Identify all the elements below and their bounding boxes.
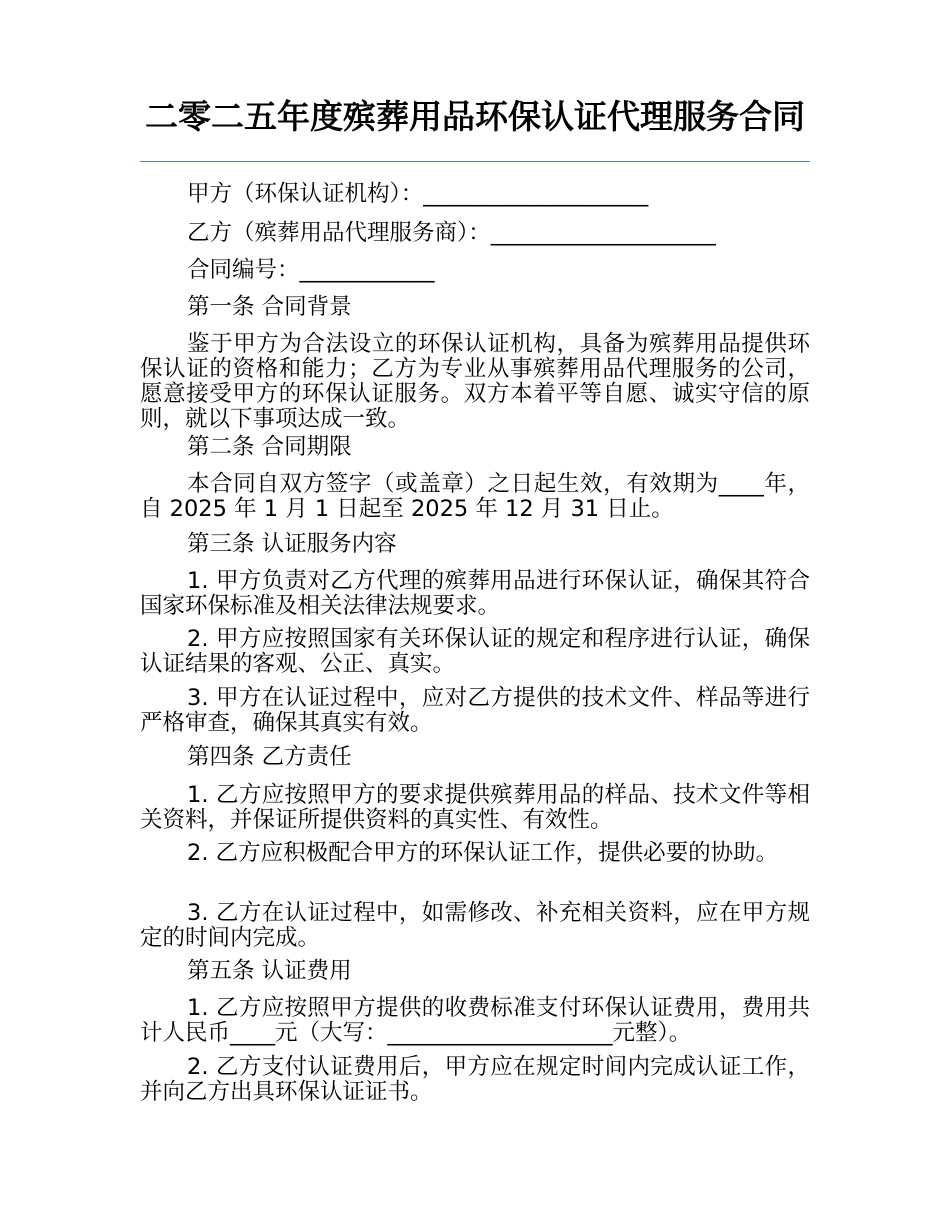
- section-3-paragraph-2: 2. 甲方应按照国家有关环保认证的规定和程序进行认证，确保认证结果的客观、公正、真实。: [140, 626, 810, 677]
- section-3-heading: 第三条 认证服务内容: [187, 531, 397, 557]
- section-5-paragraph-2: 2. 乙方支付认证费用后，甲方应在规定时间内完成认证工作，并向乙方出具环保认证证书。: [140, 1054, 810, 1105]
- section-4-paragraph-2: 2. 乙方应积极配合甲方的环保认证工作，提供必要的协助。: [187, 840, 779, 866]
- section-4-paragraph-1: 1. 乙方应按照甲方的要求提供殡葬用品的样品、技术文件等相关资料，并保证所提供资料的真实性、有效性。: [140, 782, 810, 833]
- section-5-paragraph-1: 1. 乙方应按照甲方提供的收费标准支付环保认证费用，费用共计人民币____元（大写：____________________元整）。: [140, 995, 810, 1046]
- section-3-paragraph-3: 3. 甲方在认证过程中，应对乙方提供的技术文件、样品等进行严格审查，确保其真实有效。: [140, 685, 810, 736]
- party-a-line: 甲方（环保认证机构）：____________________: [187, 181, 649, 207]
- section-5-heading: 第五条 认证费用: [187, 958, 352, 984]
- section-4-paragraph-3: 3. 乙方在认证过程中，如需修改、补充相关资料，应在甲方规定的时间内完成。: [140, 900, 810, 951]
- party-b-line: 乙方（殡葬用品代理服务商）：____________________: [187, 220, 716, 246]
- title-underline: [140, 161, 810, 162]
- section-1-heading: 第一条 合同背景: [187, 294, 352, 320]
- section-1-paragraph-1: 鉴于甲方为合法设立的环保认证机构，具备为殡葬用品提供环保认证的资格和能力；乙方为专业从事殡葬用品代理服务的公司，愿意接受甲方的环保认证服务。双方本着平等自愿、诚实守信的原则，就以下事项达成一致。: [140, 331, 810, 432]
- section-2-heading: 第二条 合同期限: [187, 434, 352, 460]
- document-title: 二零二五年度殡葬用品环保认证代理服务合同: [145, 97, 805, 136]
- section-3-paragraph-1: 1. 甲方负责对乙方代理的殡葬用品进行环保认证，确保其符合国家环保标准及相关法律法规要求。: [140, 568, 810, 619]
- contract-number-line: 合同编号：____________: [187, 257, 435, 283]
- section-4-heading: 第四条 乙方责任: [187, 744, 352, 770]
- section-2-paragraph-1: 本合同自双方签字（或盖章）之日起生效，有效期为____年，自 2025 年 1 月 1 日起至 2025 年 12 月 31 日止。: [140, 471, 810, 522]
